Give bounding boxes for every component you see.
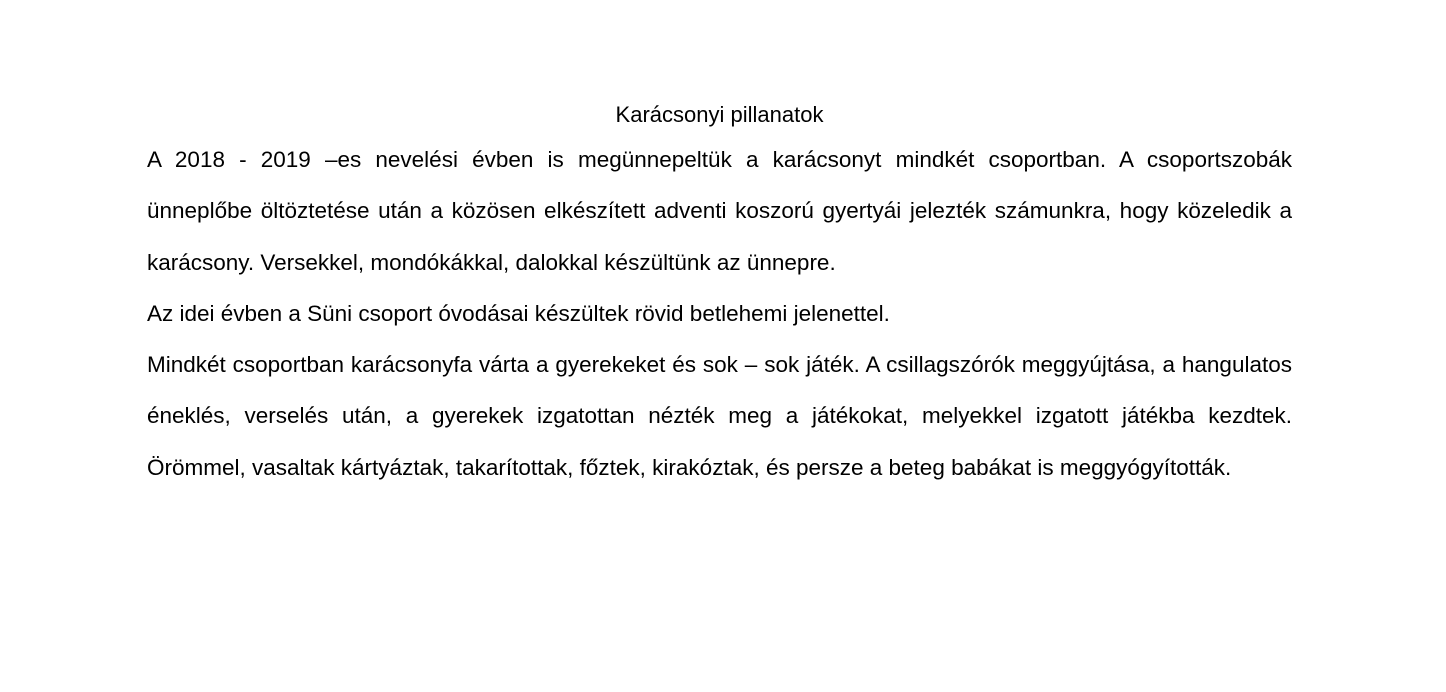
document-title: Karácsonyi pillanatok bbox=[615, 102, 824, 127]
paragraph-christmas-tree-games: Mindkét csoportban karácsonyfa várta a gyerekeket és sok – sok játék. A csillagszórók meggyújtása, a hangulatos éneklés, verselés után, a gyerekek izgatottan nézték meg a játékokat, melyekkel izgatott játékba kezdtek. Örömmel, vasaltak kártyáztak, takarítottak, főztek, kirakóztak, és persze a beteg babákat is meggyógyították. bbox=[147, 352, 1292, 480]
paragraph-nativity-scene: Az idei évben a Süni csoport óvodásai készültek rövid betlehemi jelenettel. bbox=[147, 300, 890, 326]
document-body bbox=[147, 96, 1292, 493]
paragraph-christmas-celebration: A 2018 - 2019 –es nevelési évben is megünnepeltük a karácsonyt mindkét csoportban. A csoportszobák ünneplőbe öltöztetése után a közösen elkészített adventi koszorú gyertyái jelezték számunkra, hogy közeledik a karácsony. Versekkel, mondókákkal, dalokkal készültünk az ünnepre. bbox=[147, 147, 1292, 275]
